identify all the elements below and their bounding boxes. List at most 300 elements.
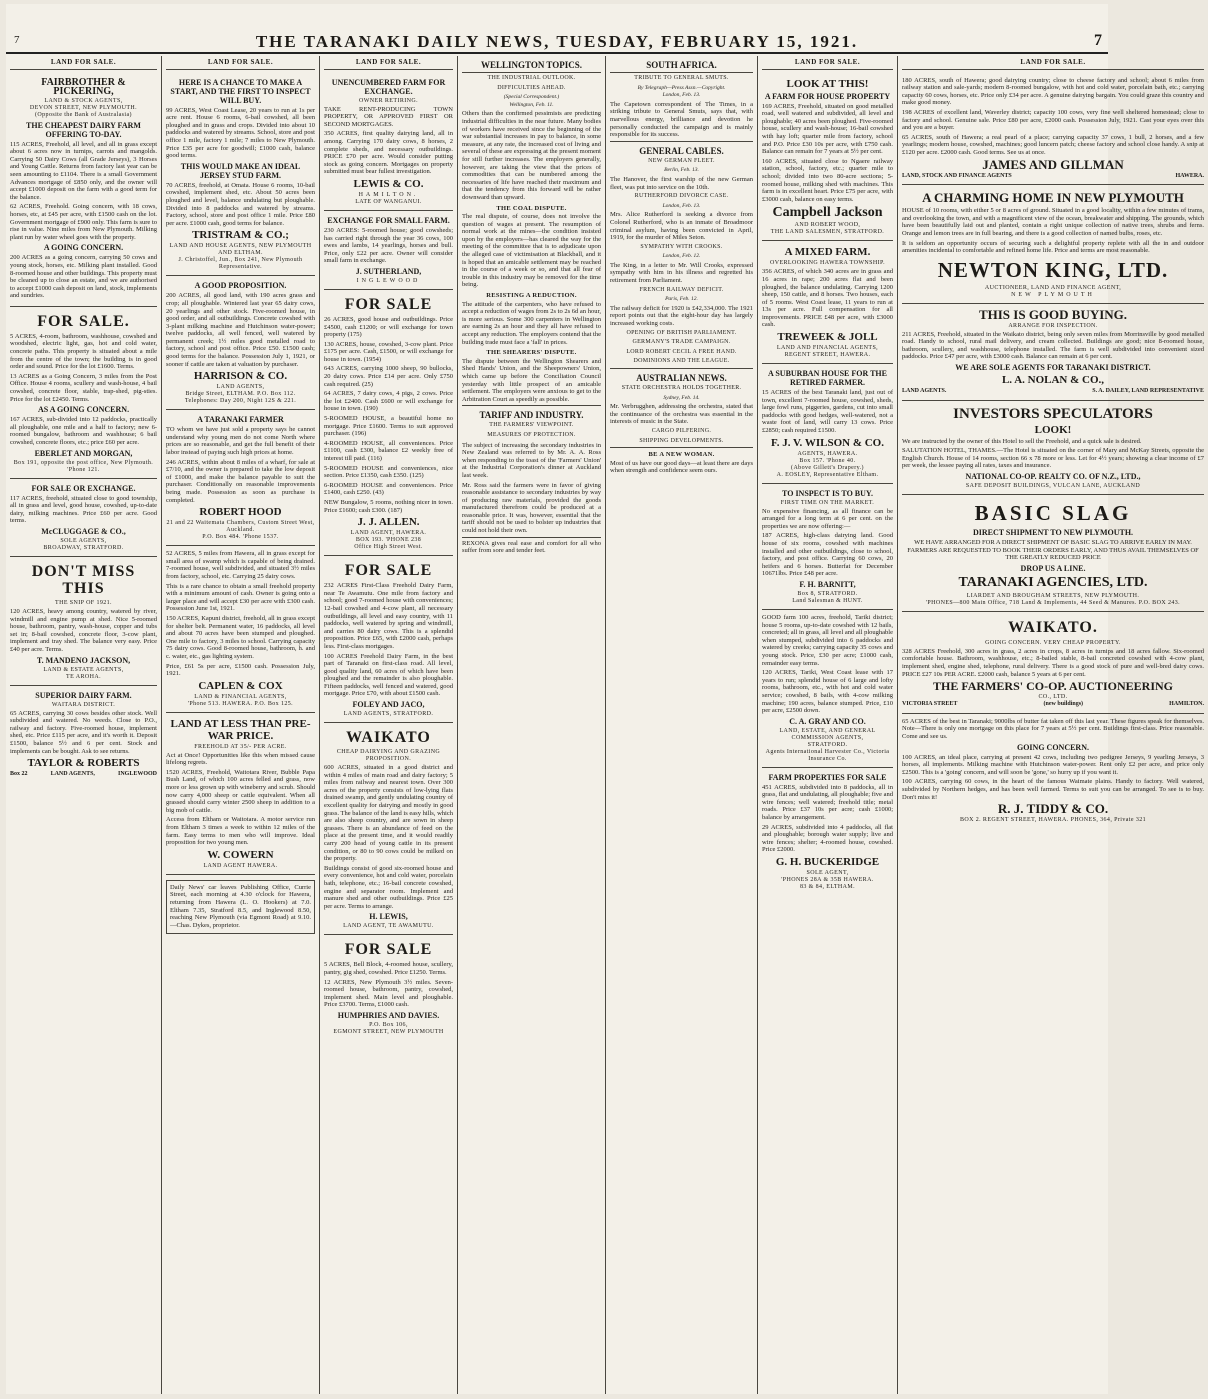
ad-heading: WAIKATO. [1008, 618, 1098, 636]
columns [6, 56, 1204, 1394]
article-dateline: London, Feb. 12. [662, 253, 701, 260]
ad-body: 6-ROOMED HOUSE and conveniences. Price £1400, cash £250. (43) [324, 481, 453, 497]
article-body: The King, in a letter to Mr. Will Crooks, expressed sympathy with him in his illness and regretted his retirement from Parliament. [610, 261, 753, 285]
agent-address: LAND AGENT HAWERA. [203, 862, 278, 869]
agent-address: VICTORIA STREET [902, 701, 958, 708]
column-2 [162, 56, 320, 1394]
ad-body: 62 ACRES, Freehold. Going concern, with 18 cows, horses, etc, at £45 per acre, with £1500 cash on the lot. Government mortgage of £900 only. This farm is sure to rise in value. Nine miles from New Plymouth. Milking plant run by water wheel goes with the property. [10, 203, 157, 241]
article-subhead: OPENING OF BRITISH PARLIAMENT. [626, 329, 737, 336]
agent-name: TRISTRAM & CO.; [192, 229, 289, 242]
ad-body: 200 ACRES as a going concern, carrying 50 cows and young stock, horses, etc. Milking plant installed. Good 8-roomed house and other buildings. This property must be cleaned up to close an estate, and we are authorised to accept £1000 cash deposit on land, stock, implements and sundries. [10, 254, 157, 300]
ad-body: 115 ACRES, Freehold, all level, and all in grass except about 6 acres now in turnips, carrots and mangolds. Carrying 50 Dairy Cows (all Grade Jerseys), 3 Horses and Young Cattle. Returns from factory last year can be seen amounting to £1104. There is a small Government Advances mortgage of £850 only, and the owner will accept £1000 deposit on the farm with a good term for the balance. [10, 140, 157, 201]
agent-subtitle: SOLE AGENTS, [60, 537, 107, 544]
page-number-left: 7 [14, 34, 20, 46]
advertisement [324, 556, 453, 723]
ad-heading: FOR SALE [344, 562, 433, 580]
advertisement [762, 241, 893, 364]
article-body: Mr. Ross said the farmers were in favor of giving reasonable assistance to secondary industries by way of producing raw materials, provided the goods manufactured therefrom could be produced at a reasonable price. It was, however, essential that the tariff should not be used to bolster up industries that could not hold their own. [462, 481, 601, 535]
ad-heading: EXCHANGE FOR SMALL FARM. [327, 215, 450, 225]
column-1 [6, 56, 162, 1394]
ad-subheading: OVERLOOKING HAWERA TOWNSHIP. [770, 260, 885, 267]
advertisement [902, 185, 1204, 304]
article-body: Mr. Verbrugghen, addressing the orchestra, stated that the continuance of the orchestra was essential in the interests of music in the State. [610, 403, 753, 426]
agent-address: BROADWAY, STRATFORD. [43, 544, 124, 551]
article-subhead: THE FARMERS' VIEWPOINT. [489, 422, 574, 429]
ad-body: 187 ACRES, high-class dairying land. Good house of six rooms, cowshed with machines installed and other outbuildings, close to school, factory, and post office. Carrying 60 cows, 20 heifers and 6 horses. Butterfat for December 10671lbs. Price £48 per acre. [762, 532, 893, 578]
advertisement-text: REXONA gives real ease and comfort for all who suffer from sore and tender feet. [462, 539, 601, 555]
agent-box: EGMONT STREET, NEW PLYMOUTH [333, 1028, 444, 1035]
agent-name: H. LEWIS, [369, 912, 408, 922]
ad-subheading: THE SNIP OF 1921. [55, 599, 112, 606]
masthead [6, 4, 1108, 54]
ad-body: 26 ACRES, good house and outbuildings. Price £4500, cash £1200; or will exchange for town property (175) [324, 315, 453, 339]
divider [462, 405, 601, 406]
ad-heading: DON'T MISS THIS [31, 562, 136, 597]
ad-body: 600 ACRES, situated in a good district and within 4 miles of main road and dairy factory; 5 miles from railway and nearest town. Over 300 acres of the property consists of low-lying flats drained swamp, and gently undulating country of excellent quality for dairying and mostly in good grass. The balance of the land is easy hills, which are also sheep country, and are sown in sheep grasses. There is an abundance of feed on the place at the present time, and it would readily carry 200 head of young cattle in its present condition, or 80 to 90 cows could be milked on the property. [324, 764, 453, 863]
advertisement [324, 211, 453, 290]
advertisement [762, 364, 893, 484]
ad-body: 5-ROOMED HOUSE, a beautiful home no mortgage. Price £1600. Terms to suit approved purchaser. (196) [324, 415, 453, 438]
article-subhead: STATE ORCHESTRA HOLDS TOGETHER. [621, 385, 742, 391]
agent-name: CAPLEN & COX [198, 679, 283, 692]
ad-body: TO whom we have just sold a property says he cannot understand why young men do not come North where prices are so reasonable, and get the full benefit of their labor instead of paying such high prices at home. [166, 426, 315, 457]
ad-body: 169 ACRES, Freehold, situated on good metalled road, well watered and subdivided, all level and ploughable; 40 acres been ploughed. Five-roomed house, scullery and wash-house; 16-bail cowshed with hay loft; quarter mile from factory, school and P.O. Price £30 10s per acre, with £750 cash. Balance can remain for 7 years at 5½ per cent. [762, 102, 893, 156]
article-dateline: Paris, Feb. 12. [665, 296, 698, 303]
ad-heading: LAND AT LESS THAN PRE-WAR PRICE. [170, 717, 311, 742]
agent-address: Box 157. 'Phone 40. [799, 457, 856, 464]
ad-body: SALUTATION HOTEL, THAMES.—The Hotel is situated on the corner of Mary and McKay Streets, opposite the English Church. House of 14 rooms, section 66 x 78 more or less. Let for 4½ years; showing a clear income of £7 per week, the lessee paying all rates, taxes and insurance. [902, 447, 1204, 470]
ad-body: 100 ACRES Freehold Dairy Farm, in the best part of Taranaki on first-class road. All level, good quality land, 60 acres of which have been ploughed and the remainder is also ploughable. Fifteen paddocks, well fenced and watered, good mortgage. Price £70, with about £1500 cash. [324, 652, 453, 698]
article-subhead: SHIPPING DEVELOPMENTS. [639, 437, 724, 444]
agent-name: FOLEY AND JACO, [352, 700, 425, 710]
agent-subtitle: SOLE AGENT, [806, 870, 849, 877]
ad-heading: WAIKATO [346, 729, 431, 747]
agent-address: NEW PLYMOUTH [1011, 291, 1095, 298]
agent-address: THE LAND SALESMEN, STRATFORD. [770, 229, 885, 236]
agent-name: C. A. GRAY AND CO. [789, 716, 866, 726]
agent-address: REGENT STREET, HAWERA. [784, 352, 871, 359]
agent-address: LATE OF WANGANUI. [355, 198, 422, 205]
agent-address: SAFE DEPOSIT BUILDINGS, VULCAN LANE, AUCKLAND [965, 483, 1141, 490]
ad-subheading: FREEHOLD AT 35/- PER ACRE. [194, 743, 287, 750]
ad-heading: FARM PROPERTIES FOR SALE [768, 772, 887, 782]
agent-address: 'PHONES—800 Main Office, 718 Land & Implements, 44 Seed & Manures. P.O. BOX 243. [925, 599, 1181, 606]
ad-heading: A MIXED FARM. [784, 246, 871, 259]
article-subhead: DIFFICULTIES AHEAD. [497, 84, 566, 91]
article-body: The dispute between the Wellington Shearers and Shed Hands' Union, and the Sheepowners' Union, which came up before the Conciliation Council yesterday with little prospect of an amicable settlement. The employers were anxious to get to the Arbitration Court as speedily as possible. [462, 357, 601, 403]
advertisement [10, 73, 157, 307]
agent-subtitle: LAND AGENTS, [50, 771, 95, 778]
agent-subtitle: LAND & ESTATE AGENTS, [43, 666, 124, 673]
agent-subtitle: AGENTS, HAWERA. [797, 450, 858, 457]
ad-body: 65 ACRES of the best in Taranaki; 9000lbs of butter fat taken off this last year. These figures speak for themselves. Note—There is only one mortgage on this place for 7 years at 5½ per cent. Buildings first-class. Price reasonable. Come and see us. [902, 717, 1204, 740]
ad-body: 5-ROOMED HOUSE and conveniences, nice section. Price £1350, cash £350. (125) [324, 464, 453, 480]
advertisement [902, 401, 1204, 495]
ad-body: 120 ACRES, heavy among country, watered by river, windmill and engine pump at shed. Nice 5-roomed house, bathroom, pantry, wash-house, copper and tubs set in; 8-bail cowshed, concrete floor, 3-cow plant, implement and tray shed. The balance very easy. Price £40 per acre. Terms. [10, 607, 157, 653]
agent-address: 'PHONES 28A & 35B HAWERA. [781, 877, 874, 884]
ad-body: No expensive financing, as all finance can be arranged for a long term at 6 per cent. on the properties we are now offering:— [762, 507, 893, 530]
column-3 [320, 56, 458, 1394]
ad-body: GOOD farm 100 acres, freehold, Tariki district; house 5 rooms, up-to-date cowshed with 12 bails, concreted; all in grass, all level and all ploughable when stumped, subdivided into 6 paddocks and watered by creeks; carrying capacity 35 cows and young stock. Price, £30 per acre; £1000 cash, remainder easy terms. [762, 613, 893, 667]
ad-subheading: FIRST TIME ON THE MARKET. [780, 499, 875, 506]
ad-body: 120 ACRES, Tariki, West Coast lease with 17 years to run; splendid house of 6 large and lofty rooms, bathroom, etc., with hot and cold water service; cowshed, 8 bails, with 4-cow milking machine; 190 acres, balance stumped. Price, £10 per acre, £2500 down. [762, 669, 893, 715]
ad-body: 4-ROOMED HOUSE, all conveniences. Price £1100, cash £300, balance £2 weekly free of interest till paid. (116) [324, 439, 453, 462]
agent-address: INGLEWOOD [117, 771, 157, 778]
article-subhead: SYMPATHY WITH CROOKS. [640, 243, 723, 250]
agent-box: 83 & 84, ELTHAM. [799, 884, 855, 891]
article-subhead: MEASURES OF PROTECTION. [487, 431, 576, 438]
notice-box [166, 880, 315, 935]
ad-body: 350 ACRES, first quality dairying land, all in among. Carrying 170 dairy cows, 8 horses, 2 complete sheds, and necessary outbuildings. PRICE £70 per acre. Would consider putting stock as going concern. Mortgages on property submitted must bear fullest investigation. [324, 130, 453, 176]
ad-body: 200 ACRES, all good land, with 190 acres grass and crop; all ploughable. Wintered last year 65 dairy cows, 20 yearlings and other stock. Five-roomed house, in good order, and all outbuildings. Concrete cowshed with 3-plant milking machine and Hutchinson water-power; twelve paddocks, all well fenced, well watered by permanent creek; 1½ miles good metalled road to factory, school and post office. Price £50. £1500 cash; good terms for the balance. Possession July 1, 1921, or sooner if cattle are taken at valuation by purchaser. [166, 292, 315, 368]
column-6 [758, 56, 898, 1394]
ad-body: 130 ACRES, house, cowshed, 3-cow plant. Price £175 per acre. Cash, £1500, or will exchange for house in town. (1954) [324, 340, 453, 363]
article-subhead: DOMINIONS AND THE LEAGUE. [633, 358, 730, 365]
ad-body: 451 ACRES, subdivided into 8 paddocks, all in grass, flat and undulating, all ploughable; five and wire fences; well watered; freehold title; metal roads. Price £37 10s per acre; cash £1000; balance by arrangement. [762, 783, 893, 822]
ad-body: Access from Eltham or Waitotara. A motor service run from Eltham 3 times a week to within 12 miles of the farm. Easy terms to men who will improve. Ideal proposition for two young men. [166, 816, 315, 847]
article-body: The railway deficit for 1920 is £42,334,000. The 1921 report points out that the eight-hour day has largely increased working costs. [610, 304, 753, 328]
article-subhead: NEW GERMAN FLEET. [648, 157, 715, 164]
advertisement [166, 546, 315, 713]
agent-subtitle: LAND AGENTS. [902, 388, 947, 395]
ad-heading: THE CHEAPEST DAIRY FARM OFFERING TO-DAY. [26, 120, 141, 139]
column-header: LAND FOR SALE. [10, 56, 157, 70]
advertisement [762, 484, 893, 610]
agent-name: R. J. TIDDY & CO. [997, 801, 1109, 817]
column-header: LAND FOR SALE. [762, 56, 893, 70]
ad-body: 100 ACRES, carrying 60 cows, in the heart of the famous Waimate plains. Handy to factory. Well watered, subdivided by Northern hedges, and has been well farmed. Terms to suit you can be arranged. To see is to buy. Don't miss it! [902, 778, 1204, 801]
ad-heading: TO INSPECT IS TO BUY. [782, 488, 873, 498]
agent-name: F. J. V. WILSON & CO. [771, 436, 884, 449]
ad-body: 167 ACRES, sub-divided into 12 paddocks, practically all ploughable, one mile and a half to factory; new 6-roomed bungalow, bathroom and washhouse; 6 bail cowshed, concrete floors, etc.; price £60 per acre. [10, 416, 157, 446]
ad-heading: AS A GOING CONCERN. [37, 405, 130, 415]
agent-address: 'Phone 513. HAWERA. P.O. Box 125. [187, 700, 294, 707]
agent-subtitle: Land Salesman & HUNT. [792, 597, 863, 604]
agent-name: F. H. BARNITT, [799, 579, 856, 589]
advertisement [902, 612, 1204, 714]
agent-name: THE FARMERS' CO-OP. AUCTIONEERING [932, 679, 1174, 694]
article-byline: By Telegraph—Press Assn.—Copyright. [637, 84, 726, 91]
article-subhead: GERMANY'S TRADE CAMPAIGN. [632, 339, 731, 346]
ad-body: 12 ACRES, New Plymouth 3½ miles. Seven-roomed house, bathroom, pantry, cowshed, implement shed. Main level and ploughable. Price £3700. Terms, £1000 cash. [324, 978, 453, 1009]
agent-address: STRATFORD. [807, 741, 848, 748]
advertisement-text: Most of us have our good days—at least there are days when strength and confidence seem ours. [610, 459, 753, 475]
agent-subtitle: LAND & FINANCIAL AGENTS, [194, 693, 287, 700]
agent-address: 21 and 22 Waitemata Chambers, Custom Street West, Auckland. [166, 520, 315, 534]
agent-note: (Opposite the Bank of Australasia) [35, 111, 132, 118]
agent-subtitle: HAMILTON. [358, 191, 419, 198]
ad-heading: GOING CONCERN. [1016, 742, 1089, 752]
article-section-heading: THE SHEARERS' DISPUTE. [486, 349, 577, 357]
ad-subheading: WAITARA DISTRICT. [51, 701, 116, 708]
agent-footer [902, 701, 1204, 709]
agent-name: EBERLET AND MORGAN, [34, 448, 133, 458]
agent-address: Box 8, STRATFORD. [797, 590, 858, 597]
ad-callout: DROP US A LINE. [1020, 563, 1086, 573]
agent-address: Bridge Street, ELTHAM. P.O. Box 112. [185, 391, 296, 398]
agent-name: LEWIS & CO. [353, 177, 424, 190]
ad-body: Act at Once! Opportunities like this when missed cause lifelong regrets. [166, 751, 315, 767]
agent-address: TE AROHA. [66, 673, 101, 680]
article-section-heading: THE COAL DISPUTE. [496, 204, 567, 212]
divider [610, 141, 753, 142]
agent-address: P.O. Box 106, [369, 1021, 408, 1028]
agent-name: T. MANDENO JACKSON, [36, 655, 131, 665]
agent-address: BOX 193. 'PHONE 238 [355, 537, 422, 544]
article-dateline: London, Feb. 13. [662, 202, 701, 209]
article-dateline: Berlin, Feb. 13. [664, 167, 699, 174]
ad-body: 117 ACRES, freehold, situated close to good township, all in grass and level, good house, cowshed, up-to-date dairy, milking machines. Price £60 per acre. Good terms. [10, 494, 157, 525]
article-dateline: Sydney, Feb. 14. [663, 394, 700, 401]
advertisement [166, 410, 315, 546]
ad-body: 150 ACRES, Kapuni district, freehold, all in grass except for shelter belt. Permanent water, 16 paddocks, all level and about 70 acres have been stumped and ploughed. One mile to factory, 3 miles to school. Carrying capacity 75 dairy cows. Good 8-roomed house, bathroom, h. and c. water, etc., gas lighting system. [166, 614, 315, 660]
agent-name: J. J. ALLEN. [357, 516, 420, 529]
agent-subtitle: LAND AGENTS, [216, 384, 265, 391]
ad-body: 52 ACRES, 5 miles from Hawera, all in grass except for small area of swamp which is capable of being drained. 7-roomed house, well subdivided, and situated 3½ miles from factory, school, etc. Carrying 25 dairy cows. [166, 550, 315, 580]
agent-name: TREWEEK & JOLL [777, 331, 878, 344]
agent-subtitle: LAND, STOCK AND FINANCE AGENTS [902, 172, 1012, 179]
agent-subtitle: LAND AGENT, HAWERA. [350, 530, 427, 537]
agent-name: TAYLOR & ROBERTS [27, 757, 140, 770]
ad-heading: THIS IS GOOD BUYING. [978, 306, 1128, 322]
article-byline: (Special Correspondent.) [503, 94, 560, 101]
ad-body: 15 ACRES of the best Taranaki land, just out of town, excellent 7-roomed house, cowshed, sheds, large fowl runs, piggeries, gardens, cut into small paddocks with good hedges, well-watered, not a waste foot of land, will carry 13 cows. Price £2850; cash required £1500. [762, 389, 893, 435]
advertisement [10, 307, 157, 479]
ad-body: HOUSE of 10 rooms, with either 5 or 8 acres of ground. Situated in a good locality, within a few minutes of trams, and overlooking the town, and with a magnificent view of the ocean, breakwater and shipping. The grounds, which have been beautifully laid out and planted, contain a right unique collection of native trees, shrubs and ferns. Orange and lemon trees are in full bearing, and there is a good collection of named bulbs, roses, etc. [902, 207, 1204, 237]
article-body: The attitude of the carpenters, who have refused to accept a reduction of wages from 2s to 2s 6d an hour, is more serious. Some 300 carpenters in Wellington are earning 2s an hour and they all have refused to accept any reduction. The employers contend that the building trade must face a 'fall' in prices. [462, 300, 601, 346]
ad-body: 356 ACRES, of which 340 acres are in grass and 16 acres in rape; 200 acres flat and been ploughed, the balance undulating. Carrying 1200 sheep, 150 cattle, and 8 horses. Two houses, each of 5 rooms. West Coast lease, 11 years to run at 13s per acre. Full compensation for all improvements. PRICE £48 per acre, with £3000 cash. [762, 268, 893, 329]
ad-subheading: DIRECT SHIPMENT TO NEW PLYMOUTH. [972, 528, 1134, 538]
ad-body: 65 ACRES, carrying 30 cows besides other stock. Well subdivided and watered. No weeds. Close to P.O., railway and factory. Five-roomed house, implement shed, etc. Price £115 per acre, and it's worth it. Deposit £1500, balance 5½ and 6 per cent. Stock and implements can be bought. Ask to see returns. [10, 709, 157, 755]
advertisement [10, 686, 157, 783]
agent-note: (new buildings) [1043, 701, 1084, 708]
agent-name: ROBERT HOOD [199, 506, 282, 519]
agent-name: G. H. BUCKERIDGE [775, 856, 880, 869]
divider [610, 447, 753, 448]
ad-heading: A GOING CONCERN. [43, 243, 124, 253]
article-title: GENERAL CABLES. [639, 145, 724, 156]
advertisement [166, 276, 315, 410]
article-dateline: Wellington, Feb. 11. [509, 101, 554, 108]
article-subhead: FRENCH RAILWAY DEFICIT. [639, 286, 724, 293]
ad-body: We are instructed by the owner of this Hotel to sell the Freehold, and a quick sale is desired. [902, 437, 1142, 445]
agent-subtitle: LAND AGENT, TE AWAMUTU. [343, 923, 434, 930]
ad-body: 198 ACRES of excellent land, Waverley district; capacity 100 cows, very fine well sheltered homestead; close to factory and school. Genuine sale. Price £80 per acre, £2000 cash. Possession July, 1921. Cast your eyes over this and you are a buyer. [902, 108, 1204, 132]
ad-heading: BASIC SLAG [974, 501, 1132, 526]
ad-body: 1520 ACRES, Freehold, Waitotara River, Bubble Papa Bush Land, of which 100 acres felled and grass, now more or less grown up with wineberry and scrub. Should now carry 4,000 sheep or cattle equivalent. When all grassed should carry winter 2500 sheep in addition to a big mob of cattle. [166, 768, 315, 814]
advertisement [10, 479, 157, 557]
agent-name: Campbell Jackson [772, 205, 883, 221]
agent-name: HARRISON & CO. [193, 370, 288, 383]
advertisement [166, 875, 315, 941]
agent-subtitle: LAND AND HOUSE AGENTS, NEW PLYMOUTH AND ELTHAM. [169, 243, 312, 257]
agent-address: HAWERA. [1175, 172, 1204, 179]
column-header: LAND FOR SALE. [902, 56, 1204, 70]
ad-body: 100 ACRES, an ideal place, carrying at present 42 cows, including two pedigree Jerseys, 9 yearling Jerseys, 3 horses, all implements. Milking machine with Hutchinson water-power. Rent only £2 per acre, and price only £2500. This is a 'going' concern, and will soon be 'gone,' so hurry up if you want it. [902, 753, 1204, 776]
page-number-right: 7 [1094, 32, 1102, 49]
article-body: The Hanover, the first warship of the new German fleet, was put into service on the 10th. [610, 175, 753, 191]
divider [462, 72, 601, 73]
ad-heading: FOR SALE OR EXCHANGE. [31, 483, 136, 493]
agent-footer [10, 771, 157, 779]
newspaper-title: THE TARANAKI DAILY NEWS, TUESDAY, FEBRUARY 15, 1921. [255, 32, 859, 51]
ad-body: This is a rare chance to obtain a small freehold property with a minimum amount of cash. Owner is going onto a larger place and will accept £30 per acre with £300 cash. Possession June 1st, 1921. [166, 582, 315, 613]
agent-address: INGLEWOOD [356, 277, 421, 284]
agent-address: BOX 2. REGENT STREET, HAWERA. PHONES, 364, Private 321 [959, 817, 1147, 824]
agent-address: Box 191, opposite the post office, New Plymouth. 'Phone 121. [13, 459, 154, 473]
ad-body: 5 ACRES, Bell Block, 4-roomed house, scullery, pantry, gig shed, cowshed. Price £1250. Terms. [324, 961, 453, 976]
ad-body: 230 ACRES: 5-roomed house; good cowsheds; has carried right through the year 36 cows, 100 ewes and lambs, 14 yearlings, horses and bull. Price, only £22 per acre. Owner will consider small farm in exchange. [324, 226, 453, 265]
advertisement [10, 557, 157, 686]
ad-body: 232 ACRES First-Class Freehold Dairy Farm, near Te Awamutu. One mile from factory and school; good 7-roomed house with conveniences; 12-bail cowshed and 4-cow plant, all necessary outbuildings, all level and easy country, with 11 paddocks, well watered by spring and windmill, and carries 80 dairy cows. This is a splendid proposition. Price £65, with £2000 cash, perhaps less. First-class mortgages. [324, 582, 453, 650]
agent-box: P.O. Box 484. 'Phone 1537. [202, 534, 279, 541]
ad-subheading: CHEAP DAIRYING AND GRAZING PROPOSITION. [336, 749, 441, 763]
agent-subtitle: CO., LTD. [1038, 694, 1068, 701]
article-body: Others than the confirmed pessimists are predicting industrial difficulties in the near future. Many bodies of workers have received since the beginning of the war substantial increases in pay to balance, in some measure, at any rate, the increased cost of living and several of these are expressing at the present moment for still further increases. The employers generally, however, are taking the view that the prices of commodities that can be numbered among the necessaries of life have reached their maximum and that the tendency from this forward will be rather downward than upward. [462, 110, 601, 201]
ad-heading: A SUBURBAN HOUSE FOR THE RETIRED FARMER. [768, 369, 887, 388]
ad-body: 65 ACRES, south of Hawera; a real pearl of a place; carrying capacity 37 cows, 1 bull, 2 horses, and a few yearlings; modern house, cowshed, machines; good luncern patch; cheese factory and school close handy. A snip at £120 per acre. £2000 cash. Good terms. See us at once. [902, 133, 1204, 156]
agent-subtitle: LAND & STOCK AGENTS, [44, 97, 123, 104]
divider [462, 537, 601, 538]
ad-heading: INVESTORS SPECULATORS [953, 405, 1153, 422]
column-4 [458, 56, 606, 1394]
ad-body: 211 ACRES, Freehold, situated in the Waikato district, being only seven miles from Morrinsville by good metalled road. Handy to school, rural mail delivery, and cream collected. Buildings are good; nice 8-roomed house, bathroom, scullery, and washhouse, telephone installed. The farm is well subdivided into convenient sized paddocks. Price £47 per acre, with £3000 cash. Balance can remain at 6 per cent. [902, 330, 1204, 361]
ad-body: 70 ACRES, freehold, at Omata. House 6 rooms, 10-bail cowshed, implement shed, etc. About 50 acres been ploughed and level, balance undulating but ploughable. Divided into 8 paddocks and watered by streams. Factory, school, store and post office 1 mile. Price £80 per acre. £1000 cash, good terms for balance. [166, 181, 315, 227]
ad-subheading: WE ARE SOLE AGENTS FOR TARANAKI DISTRICT. [955, 363, 1151, 373]
advertisement [902, 495, 1204, 612]
agent-address: J. Christoffel, Jun., Box 241, New Plymouth Representative. [178, 257, 303, 271]
agent-name: FAIRBROTHER & PICKERING, [41, 76, 126, 97]
ad-subheading: GOING CONCERN. VERY CHEAP PROPERTY. [985, 639, 1121, 646]
agent-address: DEVON STREET, NEW PLYMOUTH. [29, 104, 138, 111]
column-header: LAND FOR SALE. [166, 56, 315, 70]
agent-name: J. SUTHERLAND, [355, 266, 422, 276]
ad-body: 5 ACRES, 4-room, bathroom, washhouse, cowshed and woodshed, electric light, gas, hot and cold water, concrete paths. This property is situated about a mile from the centre of the town; the building is in good order and sound. Price for the lot £1600. Terms. [10, 332, 157, 371]
ad-heading: LOOK AT THIS! [786, 77, 869, 90]
advertisement [166, 73, 315, 277]
column-5 [606, 56, 758, 1394]
agent-box: Box 22 [10, 771, 28, 778]
agent-subtitle: LAND AGENTS, STRATFORD. [343, 711, 434, 718]
agent-note: (Above Gillett's Drapery.) [791, 464, 864, 471]
ad-subheading: OWNER RETIRING. [359, 97, 418, 104]
newspaper-page [6, 4, 1204, 1394]
advertisement [902, 304, 1204, 401]
article-dateline: London, Feb. 13. [662, 92, 701, 99]
column-7 [898, 56, 1208, 1394]
agent-footer [902, 173, 1204, 181]
agent-subtitle: LAND AND FINANCIAL AGENTS, [776, 345, 879, 352]
ad-body: 64 ACRES, 7 dairy cows, 4 pigs, 2 cows. Price the lot £2400. Cash £600 or will exchange for house in town. (190) [324, 390, 453, 413]
article-title: AUSTRALIAN NEWS. [636, 373, 727, 383]
agent-name: NEWTON KING, LTD. [937, 257, 1169, 282]
agent-subtitle: LAND, ESTATE, AND GENERAL COMMISSION AGENTS, [779, 727, 876, 741]
ad-body: 246 ACRES, within about 8 miles of a wharf, for sale at £7/10, and the owner is prepared to take the low deposit of £1000, and make the balance payable to suit the purchaser. Conditionally on reasonable improvements being made. Possession as soon as purchase is completed. [166, 458, 315, 504]
advertisement-heading: BE A NEW WOMAN. [648, 451, 715, 459]
ad-body: 13 ACRES as a Going Concern, 3 miles from the Post Office. House 4 rooms, scullery and wash-house, 4 bail cowshed, concrete floor, stable, trap-shed, pig-sties. Price for the lot £2450. Terms. [10, 372, 157, 403]
ad-heading: A GOOD PROPOSITION. [194, 281, 287, 291]
ad-heading: A CHARMING HOME IN NEW PLYMOUTH [922, 190, 1184, 206]
ad-heading: HERE IS A CHANCE TO MAKE A START, AND THE FIRST TO INSPECT WILL BUY. [170, 77, 311, 105]
advertisement [762, 610, 893, 768]
article-subhead: TRIBUTE TO GENERAL SMUTS. [634, 75, 729, 81]
article-title: WELLINGTON TOPICS. [480, 60, 583, 70]
agent-telephone: Telephones: Day 200, Night 12S & 221. [184, 398, 297, 405]
ad-body: 99 ACRES, West Coast Lease, 20 years to run at 1s per acre rent. House 6 rooms, 6-bail cowshed, all been ploughed and in grass and crops. Divided into about 10 paddocks and watered by streams. School, store and post office 1 mile, factory 1 mile; 7 miles to New Plymouth. Price £35 per acre for goodwill; £1000 cash, balance good terms. [166, 106, 315, 160]
ad-subheading: LOOK! [1034, 423, 1072, 436]
notice-text: Daily News' car leaves Publishing Office, Currie Street, each morning at 4.30 o'clock for Hawera, returning from Hawera (L. O. Hookers) at 7.0. Eltham 7.35, Stratford 8.5, and Inglewood 8.50, reaching New Plymouth (via Egmont Road) at 9.10.—Chas. Dykes, proprietor. [170, 883, 311, 929]
advertisement [762, 768, 893, 895]
ad-body: 29 ACRES, subdivided into 4 paddocks, all flat and ploughable; borough water supply; live and wire fences; shelter; 4-roomed house, cowshed. Price £2000. [762, 823, 893, 854]
agent-name: NATIONAL CO-OP. REALTY CO. OF N.Z., LTD., [965, 472, 1141, 482]
ad-heading: SUPERIOR DAIRY FARM. [35, 690, 132, 700]
article-title: SOUTH AFRICA. [646, 60, 717, 70]
ad-heading: THIS WOULD MAKE AN IDEAL JERSEY STUD FARM. [180, 161, 301, 180]
ad-body: NEW Bungalow, 5 rooms, nothing nicer in town. Price £1600; cash £300. (187) [324, 498, 453, 514]
divider [610, 72, 753, 73]
ad-body: 328 ACRES Freehold, 300 acres in grass, 2 acres in crops, 8 acres in turnips and 18 acres fallow. Six-roomed comfortable house. Bathroom, washhouse, etc.; 8-bailed stable, 8-bail concreted cowshed with 4-cow plant, implement shed, engine shed, telephone, rural delivery. There is a good stock of pure and well-bred dairy cows. PRICE £27 10s PER ACRE. £2000 cash, balance 5 years at 6 per cent. [902, 647, 1204, 678]
article-body: The subject of increasing the secondary industries in New Zealand was referred to by Mr. A. A. Ross when responding to the toast of the 'Farmers' Union' at the Industrial Corporation's dinner at Auckland last week. [462, 441, 601, 479]
article-body: The Capetown correspondent of The Times, in a striking tribute to General Smuts, says that, with marvellous energy, brilliance and devotion he personally conducted the campaign and is mainly responsible for its success. [610, 100, 753, 139]
ad-heading: FOR SALE [344, 941, 433, 959]
agent-note: Agents International Harvester Co., Victoria Insurance Co. [765, 748, 890, 762]
agent-name: McCLUGGAGE & CO., [41, 526, 126, 536]
agent-subtitle: AUCTIONEER, LAND AND FINANCE AGENT, [984, 284, 1122, 291]
ad-body: 180 ACRES, south of Hawera; good dairying country; close to cheese factory and school; about 6 miles from railway station and sale-yards; modern 8-roomed bungalow, with hot and cold water, porcelain bath, etc.; carrying capacity 60 cows, horses, etc. Price only £34 per acre. A genuine dairying bargain. You could graze this country and make good money. [902, 76, 1204, 107]
ad-heading: FOR SALE [344, 295, 433, 313]
ad-body: WE HAVE ARRANGED FOR A DIRECT SHIPMENT OF BASIC SLAG TO ARRIVE EARLY IN MAY. FARMERS ARE REQUESTED TO BOOK THEIR ORDERS EARLY, AND THUS AVAIL THEMSELVES OF THE GREATLY REDUCED PRICE [907, 539, 1199, 562]
ad-heading: A TARANAKI FARMER [197, 415, 284, 425]
ad-body: 160 ACRES, situated close to Ngaere railway station, school, factory, etc.; quarter mile to school; divided into two 80-acre sections; 5-roomed house, milking shed with machines. This farm is in excellent heart. Price £75 per acre, with £3000 cash, balance on easy terms. [762, 157, 893, 203]
article-subhead: CARGO PILFERING. [651, 427, 712, 434]
agent-name: W. COWERN [207, 848, 274, 861]
article-body: The real dispute, of course, does not involve the question of wages at present. The resumption of normal work at the mines—the condition insisted upon by the employers—has cleared the way for the meeting of the committee that is to adjudicate upon the alleged case of victimisation at Blackball, and it is hoped that an amicable settlement may be reached in the course of a week or so, and that all fear of trouble in this industry may be removed for the time being. [462, 213, 601, 289]
advertisement [324, 723, 453, 935]
advertisement [324, 935, 453, 1040]
agent-address: S. A. DAILEY, LAND REPRESENTATIVE [1092, 388, 1204, 395]
ad-body: Buildings consist of good six-roomed house and every convenience, hot and cold water, porcelain bath, telephone, etc.; 16-bail concrete cowshed, engine and separator room. Implement and manure shed and other outbuildings. Price £25 per acre. Terms to arrange. [324, 864, 453, 910]
ad-heading: FOR SALE. [37, 312, 130, 330]
agent-box: Office High Street West. [354, 544, 423, 551]
agent-subtitle: AND ROBERT WOOD, [794, 222, 861, 229]
ad-body: TAKE RENT-PRODUCING TOWN PROPERTY, OR APPROVED FIRST OR SECOND MORTGAGES. [324, 105, 453, 128]
agent-name: TARANAKI AGENCIES, LTD. [958, 574, 1148, 590]
column-header: LAND FOR SALE. [324, 56, 453, 70]
article-body: Mrs. Alice Rutherford is seeking a divorce from Colonel Rutherford, who is an inmate of Broadmoor criminal asylum, having been convicted in April, 1919, for the murder of Miles Seton. [610, 211, 753, 242]
advertisement [324, 73, 453, 211]
agent-name: HUMPHRIES AND DAVIES. [337, 1010, 440, 1020]
agent-footer [902, 388, 1204, 396]
divider [610, 368, 753, 369]
ad-heading: UNENCUMBERED FARM FOR EXCHANGE. [331, 77, 446, 96]
advertisement [902, 714, 1204, 828]
ad-body: 643 ACRES, carrying 1000 sheep, 90 bullocks, 20 dairy cows. Price £14 per acre. Only £750 cash required. (25) [324, 365, 453, 388]
advertisement [762, 73, 893, 242]
article-title: TARIFF AND INDUSTRY. [479, 410, 584, 421]
ad-body: It is seldom an opportunity occurs of securing such a delightful property replete with all the in and outdoor amenities incidental to comfortable and refined home life. Price and terms are most reasonable. [902, 239, 1204, 255]
article-subhead: LORD ROBERT CECIL A FREE HAND. [626, 348, 737, 355]
article-subhead: THE INDUSTRIAL OUTLOOK. [487, 75, 576, 81]
ad-subheading: A FARM FOR HOUSE PROPERTY [764, 91, 891, 101]
advertisement [902, 73, 1204, 186]
agent-subtitle: LIARDET AND BROUGHAM STREETS, NEW PLYMOUTH. [966, 592, 1140, 599]
advertisement [324, 290, 453, 556]
agent-name: JAMES AND GILLMAN [982, 156, 1124, 172]
ad-subheading: ARRANGE FOR INSPECTION. [1008, 322, 1098, 329]
agent-representative: A. EOSLEY, Representative Eltham. [776, 471, 879, 478]
advertisement [166, 713, 315, 875]
agent-name: L. A. NOLAN & CO., [1001, 374, 1105, 387]
